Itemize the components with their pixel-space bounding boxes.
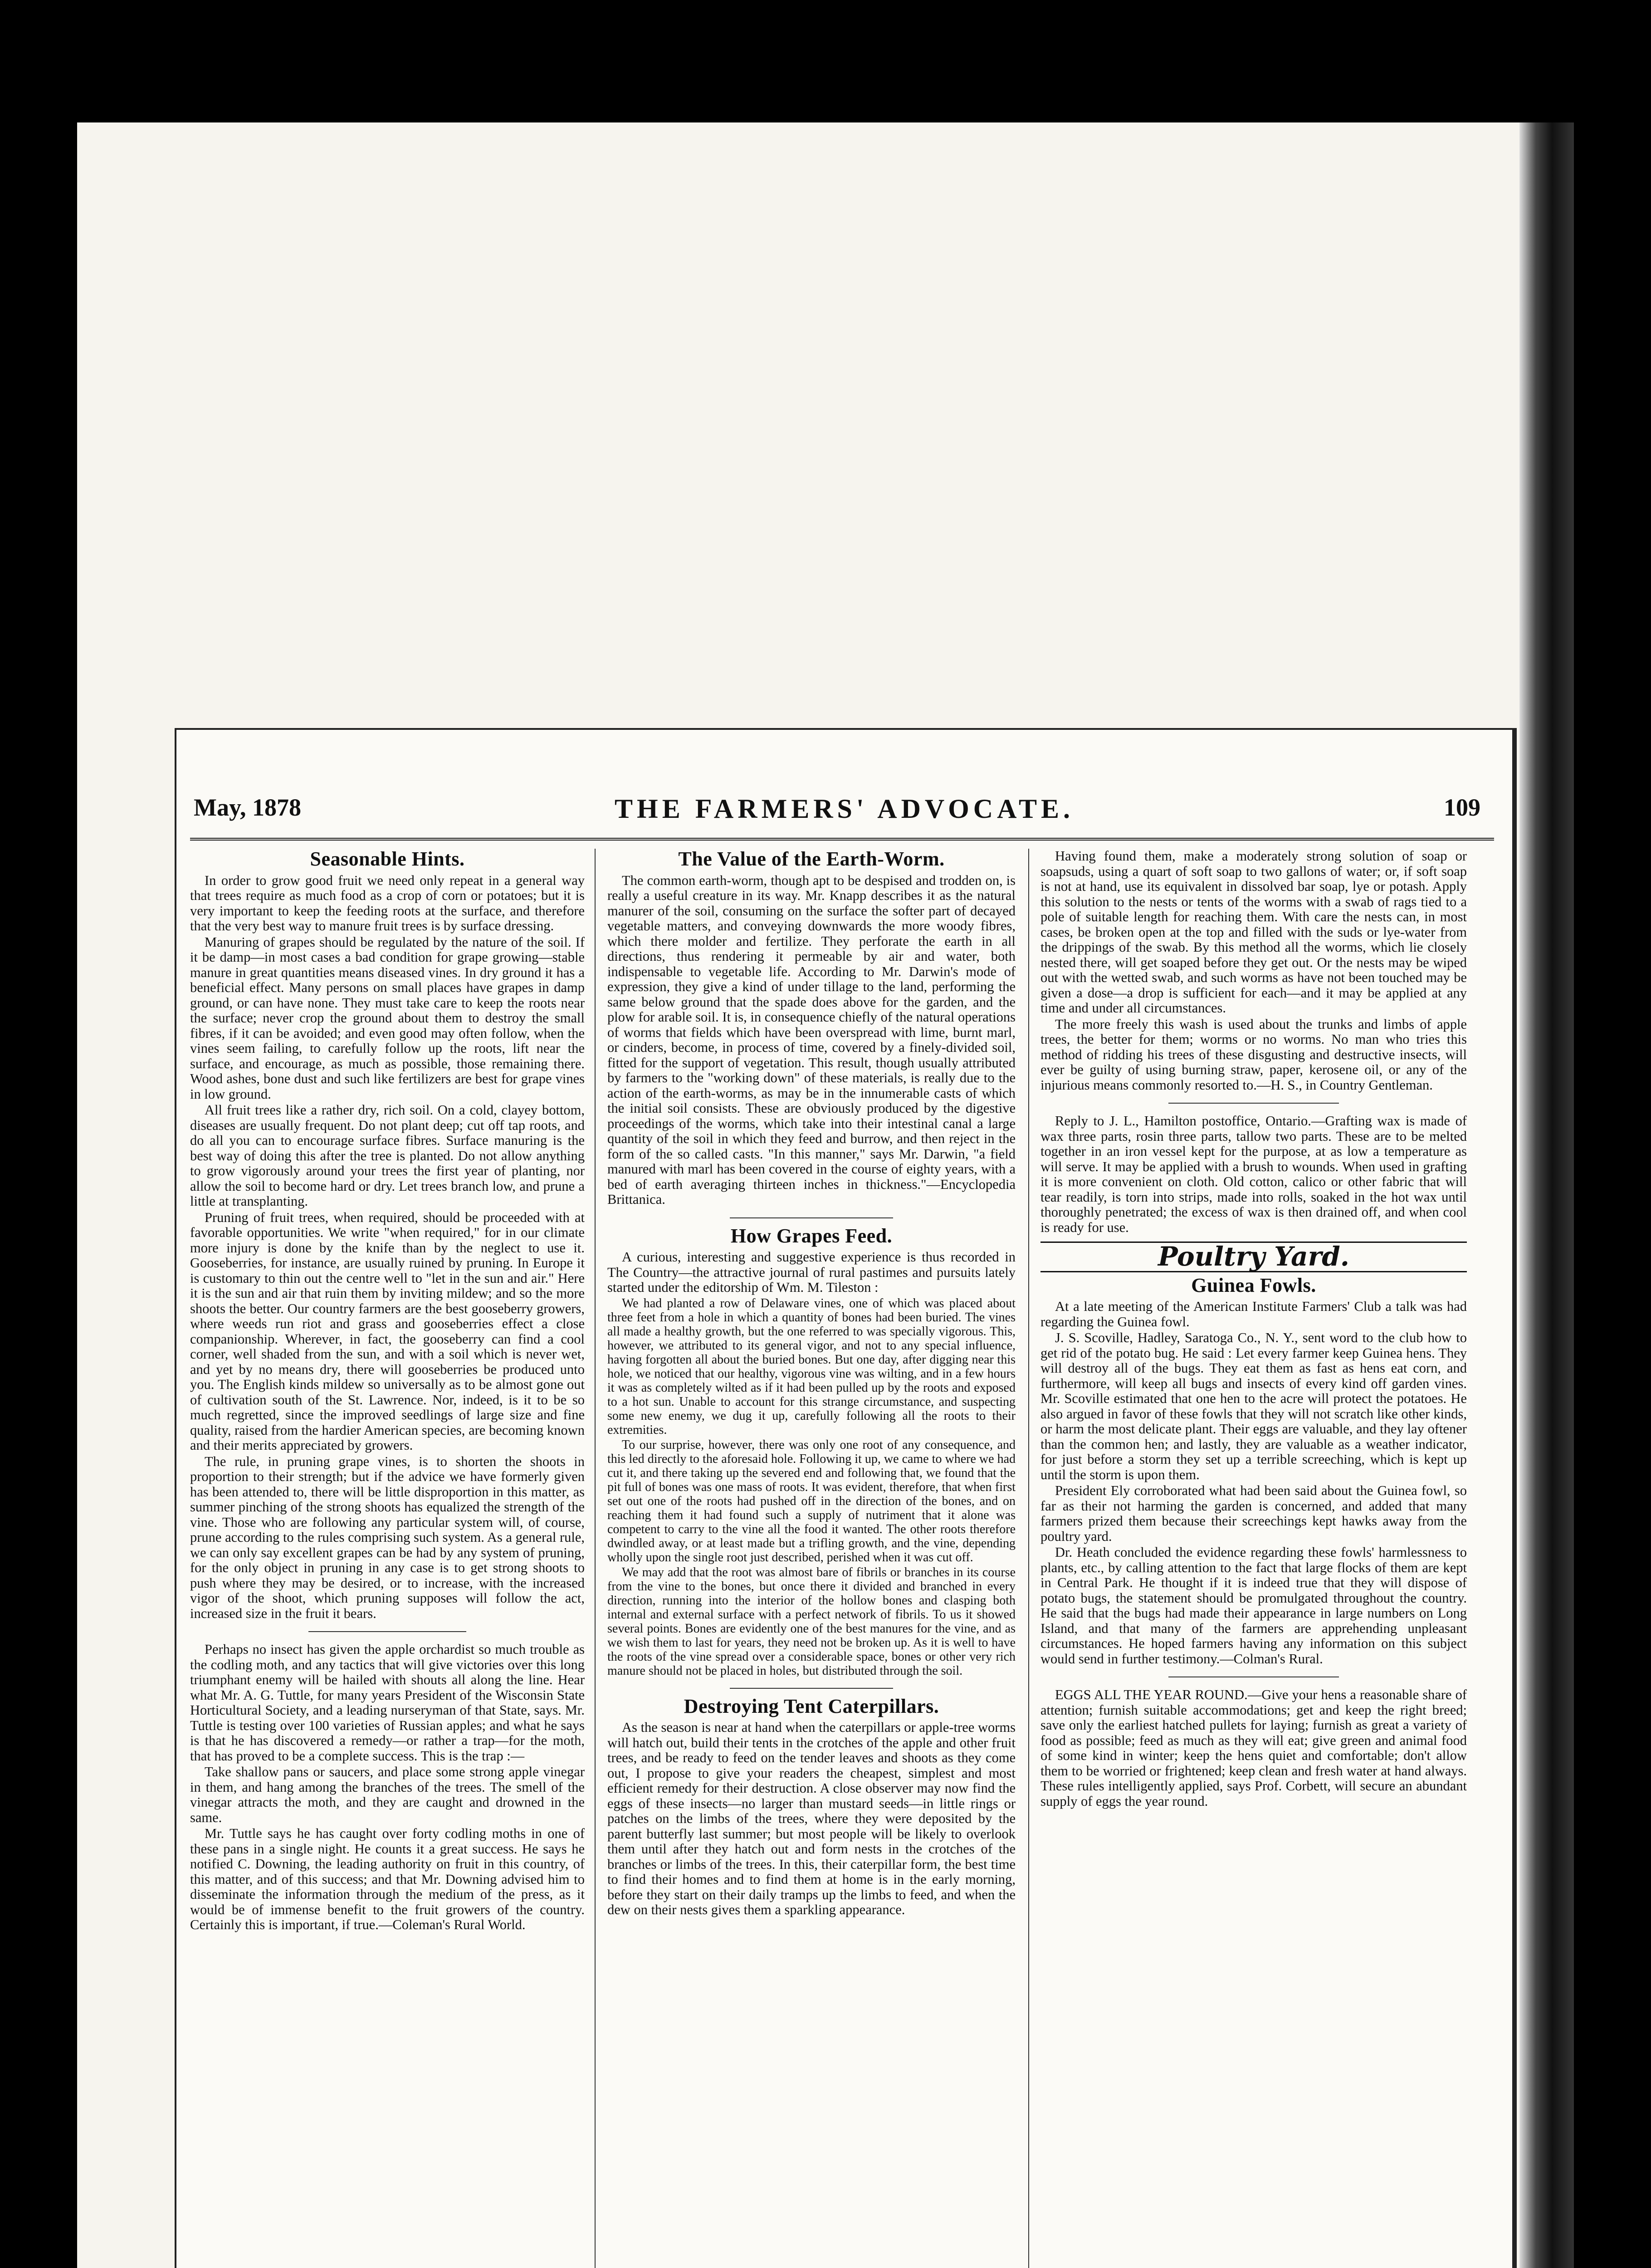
paragraph: J. S. Scoville, Hadley, Saratoga Co., N. Y., sent word to the club how to get rid of the potato bug. He said : Let every farmer keep Guinea hens. They will destroy all of the bugs. They eat them as fast as hens eat corn, and furthermore, will keep all bugs and insects of every kind off garden vines. Mr. Scoville estimated that one hen to the acre will protect the potatoes. He also argued in favor of these fowls that they will not scratch like other kinds, or harm the most delicate plant. Their eggs are valuable, and they lay oftener than the common hen; and lastly, they are valuable as a weather indicator, for just before a storm they set up a terrible screeching, which is kept up until the storm is upon them. <box>1040 1330 1467 1482</box>
article-grapes-feed <box>607 1224 1016 1678</box>
article-guinea-fowls <box>1040 1274 1467 1667</box>
paragraph: Pruning of fruit trees, when required, should be proceeded with at favorable opportunities. We write "when required," for in our climate more injury is done by the knife than by the neglect to use it. Gooseberries, for instance, are usually ruined by pruning. In Europe it is customary to thin out the centre well to "let in the sun and air." Here it is the sun and air that ruin them by inviting mildew; and so the more shoots the better. Our country farmers are the best gooseberry growers, where weeds run riot and grass and gooseberries effect a close companionship. Wherever, in fact, the gooseberry can find a cool corner, well shaded from the sun, and with a soil which is never wet, and yet by no means dry, there will gooseberries be produced unto you. The English kinds mildew so universally as to be almost gone out of cultivation south of the St. Lawrence. Nor, indeed, is it to be so much regretted, since the improved seedlings of large size and fine quality, raised from the hardier American species, are becoming known and their merits appreciated by growers. <box>190 1209 585 1453</box>
article-tent-caterpillars-continued <box>1040 849 1467 1093</box>
page-header <box>176 793 1512 834</box>
article-grafting-wax <box>1040 1114 1467 1235</box>
masthead: THE FARMERS' ADVOCATE. <box>615 794 1074 824</box>
paragraph: Manuring of grapes should be regulated by the nature of the soil. If it be damp—in most cases a bad condition for grape growing—stable manure in great quantities means diseased vines. In dry ground it has a beneficial effect. Many persons on small places have grapes in damp ground, or can have none. They must take care to keep the roots near the surface; never crop the ground about them to destroy the small fibres, if it can be avoided; and even good may often follow, when the vines seem failing, to carefully follow up the roots, lift near the surface, and encourage, as much as possible, those remaining there. Wood ashes, bone dust and such like fertilizers are best for grape vines in low ground. <box>190 934 585 1102</box>
paragraph: President Ely corroborated what had been said about the Guinea fowl, so far as their not harming the garden is concerned, and added that many farmers prized them because their screechings kept hawks away from the poultry yard. <box>1040 1483 1467 1544</box>
article-title: Seasonable Hints. <box>310 848 465 870</box>
article-title: Guinea Fowls. <box>1191 1274 1316 1296</box>
scanned-page <box>77 122 1574 2268</box>
paragraph: We may add that the root was almost bare of fibrils or branches in its course from the vine to the bones, but once there it divided and branched in every direction, running into the interior of the hollow bones and clasping both internal and external surface with a perfect network of fibrils. To us it showed several points. Bones are evidently one of the best manures for the vine, and as we wish them to last for years, they need not be broken up. As it is well to have the roots of the vine spread over a considerable space, bones or other very rich manure should not be placed in holes, but distributed through the soil. <box>607 1565 1016 1678</box>
paragraph: Mr. Tuttle says he has caught over forty codling moths in one of these pans in a single night. He counts it a great success. He says he notified C. Downing, the leading authority on fruit in this country, of this matter, and of this success; and that Mr. Downing advised him to disseminate the information through the medium of the press, as it would be of immense benefit to the fruit growers of the country. Certainly this is important, if true.—Coleman's Rural World. <box>190 1826 585 1932</box>
header-rule <box>190 838 1494 841</box>
paragraph: The rule, in pruning grape vines, is to shorten the shoots in proportion to their strength; but if the advice we have formerly given has been attended to, there will be little disproportion in this matter, as summer pinching of the strong shoots has equalized the strength of the vine. Those who are following any particular system will, of course, prune according to the rules comprising such system. As a general rule, we can only say excellent grapes can be had by any system of pruning, for the only object in pruning in any case is to get strong shoots to push where they may be desired, or to increase, with the increased vigor of the shoot, which pruning supposes will follow the act, increased size in the fruit it bears. <box>190 1453 585 1621</box>
paragraph: The common earth-worm, though apt to be despised and trodden on, is really a useful creature in its way. Mr. Knapp describes it as the natural manurer of the soil, consuming on the surface the softer part of decayed vegetable matters, and conveying downwards the more woody fibres, which there molder and fertilize. They perforate the earth in all directions, thus rendering it permeable by air and water, both indispensable to vegetable life. According to Mr. Darwin's mode of expression, they give a kind of under tillage to the land, performing the same below ground that the spade does above for the garden, and the plow for arable soil. It is, in consequence chiefly of the natural operations of worms that fields which have been overspread with lime, burnt marl, or cinders, become, in process of time, covered by a finely-divided soil, fitted for the support of vegetation. This result, though usually attributed by farmers to the "working down" of these materials, is really due to the action of the earth-worms, as may be in the innumerable casts of which the initial soil consists. These are obviously produced by the digestive proceedings of the worms, which take into their intestinal canal a large quantity of the soil in which they feed and burrow, and then reject in the form of the so called casts. "In this manner," says Mr. Darwin, "a field manured with marl has been covered in the course of eighty years, with a bed of earth averaging thirteen inches in thickness."—Encyclopedia Brittanica. <box>607 872 1016 1207</box>
column-3 <box>1040 849 1467 1810</box>
separator <box>308 1631 466 1632</box>
issue-date: May, 1878 <box>194 794 301 821</box>
paragraph: As the season is near at hand when the caterpillars or apple-tree worms will hatch out, build their tents in the crotches of the apple and other fruit trees, and be ready to feed on the tender leaves and shoots as they come out, I propose to give your readers the cheapest, simplest and most efficient remedy for their destruction. A close observer may now find the eggs of these insects—no larger than mustard seeds—in little rings or patches on the limbs of the trees, where they were deposited by the parent butterfly last summer; but most people will be likely to overlook them until after they hatch out and form nests in the crotches of the branches or limbs of the trees. In this, their caterpillar form, the best time to find their homes and to find them at home is in the early morning, before they start on their daily tramps up the limbs to feed, and when the dew on their nests gives them a sparkling appearance. <box>607 1720 1016 1917</box>
article-seasonable-hints <box>190 848 585 1621</box>
paragraph: Reply to J. L., Hamilton postoffice, Ontario.—Grafting wax is made of wax three parts, rosin three parts, tallow two parts. These are to be melted together in an iron vessel kept for the purpose, at as low a temperature as will serve. It may be applied with a brush to wounds. When used in grafting it is more convenient on cloth. Old cotton, calico or other fabric that will tear readily, is torn into strips, made into rolls, soaked in the hot wax until thoroughly penetrated; the excess of wax is then drained off, and when cool is ready for use. <box>1040 1113 1467 1235</box>
article-title: Destroying Tent Caterpillars. <box>684 1695 939 1717</box>
separator <box>730 1688 893 1689</box>
page-number: 109 <box>1444 794 1480 821</box>
paragraph: A curious, interesting and suggestive experience is thus recorded in The Country—the attractive journal of rural pastimes and pursuits lately started under the editorship of Wm. M. Tileston : <box>607 1249 1016 1295</box>
article-eggs-all-year <box>1040 1687 1467 1809</box>
column-divider-2 <box>1028 849 1029 2268</box>
paragraph: Dr. Heath concluded the evidence regarding these fowls' harmlessness to plants, etc., by calling attention to the fact that large flocks of them are kept in Central Park. He thought if it is indeed true that they will dispose of potato bugs, the statement should be promulgated throughout the country. He said that the bugs had made their appearance in large numbers on Long Island, and that many of the farmers are apprehending unpleasant circumstances. He hoped farmers having any information on this subject would send in further testimony.—Colman's Rural. <box>1040 1545 1467 1667</box>
article-earth-worm <box>607 848 1016 1207</box>
book-spine <box>1519 122 1574 2268</box>
column-1 <box>190 849 585 1934</box>
paragraph: In order to grow good fruit we need only repeat in a general way that trees require as much food as a crop of corn or potatoes; but it is very important to keep the feeding roots at the surface, and therefore that the very best way to manure fruit trees is by surface dressing. <box>190 872 585 934</box>
paragraph: EGGS ALL THE YEAR ROUND.—Give your hens a reasonable share of attention; furnish suitable accommodations; get and keep the right breed; save only the earliest hatched pullets for laying; furnish as great a variety of food as possible; feed as much as they will eat; give green and animal food of some kind in winter; keep the hens quiet and comfortable; don't allow them to be worried or frightened; keep clean and fresh water at hand always. These rules intelligently applied, says Prof. Corbett, will secure an abundant supply of eggs the year round. <box>1040 1687 1467 1809</box>
paragraph: We had planted a row of Delaware vines, one of which was placed about three feet from a hole in which a quantity of bones had been buried. The vines all made a healthy growth, but the one referred to was specially vigorous. This, however, we attributed to its general vigor, and not to any special influence, having forgotten all about the buried bones. But one day, after digging near this hole, we noticed that our healthy, vigorous vine was wilting, and in a few hours it was as completely wilted as if it had been pulled up by the roots and exposed to a hot sun. Unable to account for this strange circumstance, and suspecting some new enemy, we dug it up, carefully following all the roots to their extremities. <box>607 1296 1016 1437</box>
paragraph: Take shallow pans or saucers, and place some strong apple vinegar in them, and hang among the branches of the trees. The smell of the vinegar attracts the moth, and they are caught and drowned in the same. <box>190 1764 585 1825</box>
paragraph: Perhaps no insect has given the apple orchardist so much trouble as the codling moth, and any tactics that will give victories over this long triumphant enemy will be hailed with shouts all along the line. Hear what Mr. A. G. Tuttle, for many years President of the Wisconsin State Horticultural Society, and a leading nurseryman of that State, says. Mr. Tuttle is testing over 100 varieties of Russian apples; and what he says is that he has discovered a remedy—or rather a trap—for the moth, that has proved to be a complete success. This is the trap :— <box>190 1642 585 1764</box>
article-title: How Grapes Feed. <box>730 1224 893 1247</box>
paragraph: To our surprise, however, there was only one root of any consequence, and this led directly to the aforesaid hole. Following it up, we came to where we had cut it, and there taking up the severed end and following that, we found that the pit full of bones was one mass of roots. It was evident, therefore, that when first set out one of the roots had pushed off in the direction of the bones, and on reaching them it had found such a supply of nutriment that it alone was competent to carry to the vine all the food it wanted. The other roots therefore dwindled away, or at least made but a trifling growth, and the vine, depending wholly upon the single root just described, perished when it was cut off. <box>607 1437 1016 1564</box>
column-divider-1 <box>595 849 596 2268</box>
article-tent-caterpillars <box>607 1695 1016 1918</box>
paragraph: The more freely this wash is used about the trunks and limbs of apple trees, the better for them; worms or no worms. No man who tries this method of ridding his trees of these disgusting and destructive insects, will ever be guilty of using burning straw, paper, kerosene oil, or any of the injurious means commonly resorted to.—H. S., in Country Gentleman. <box>1040 1016 1467 1093</box>
separator <box>1168 1103 1339 1104</box>
column-2 <box>607 849 1016 1919</box>
newspaper-sheet <box>175 728 1517 2268</box>
paragraph: At a late meeting of the American Institute Farmers' Club a talk was had regarding the Guinea fowl. <box>1040 1299 1467 1330</box>
paragraph: All fruit trees like a rather dry, rich soil. On a cold, clayey bottom, diseases are usually frequent. Do not plant deep; cut off tap roots, and do all you can to encourage surface fibres. Surface manuring is the best way of doing this after the tree is planted. Do not allow anything to grow vigorously around your trees the first year of planting, nor allow the soil to become hard or dry. Let trees branch low, and prune a little at transplanting. <box>190 1102 585 1209</box>
article-title: The Value of the Earth-Worm. <box>678 848 945 870</box>
paragraph: Having found them, make a moderately strong solution of soap or soapsuds, using a quart of soft soap to two gallons of water; or, if soft soap is not at hand, use its equivalent in dissolved bar soap, lye or potash. Apply this solution to the nests or tents of the worms with a swab of rags tied to a pole of suitable length for reaching them. With care the nests can, in most cases, be broken open at the top and filled with the suds or lye-water from the drippings of the swab. By this method all the worms, which lie closely nested there, will get soaped before they get out. Or the nests may be wiped out with the wetted swab, and such worms as have not been touched may be given a dose—a drop is sufficient for each—and it may be applied at any time and under all circumstances. <box>1040 848 1467 1016</box>
article-codling-moth <box>190 1642 585 1933</box>
section-heading-poultry: Poultry Yard. <box>1040 1242 1467 1272</box>
separator <box>730 1217 893 1218</box>
